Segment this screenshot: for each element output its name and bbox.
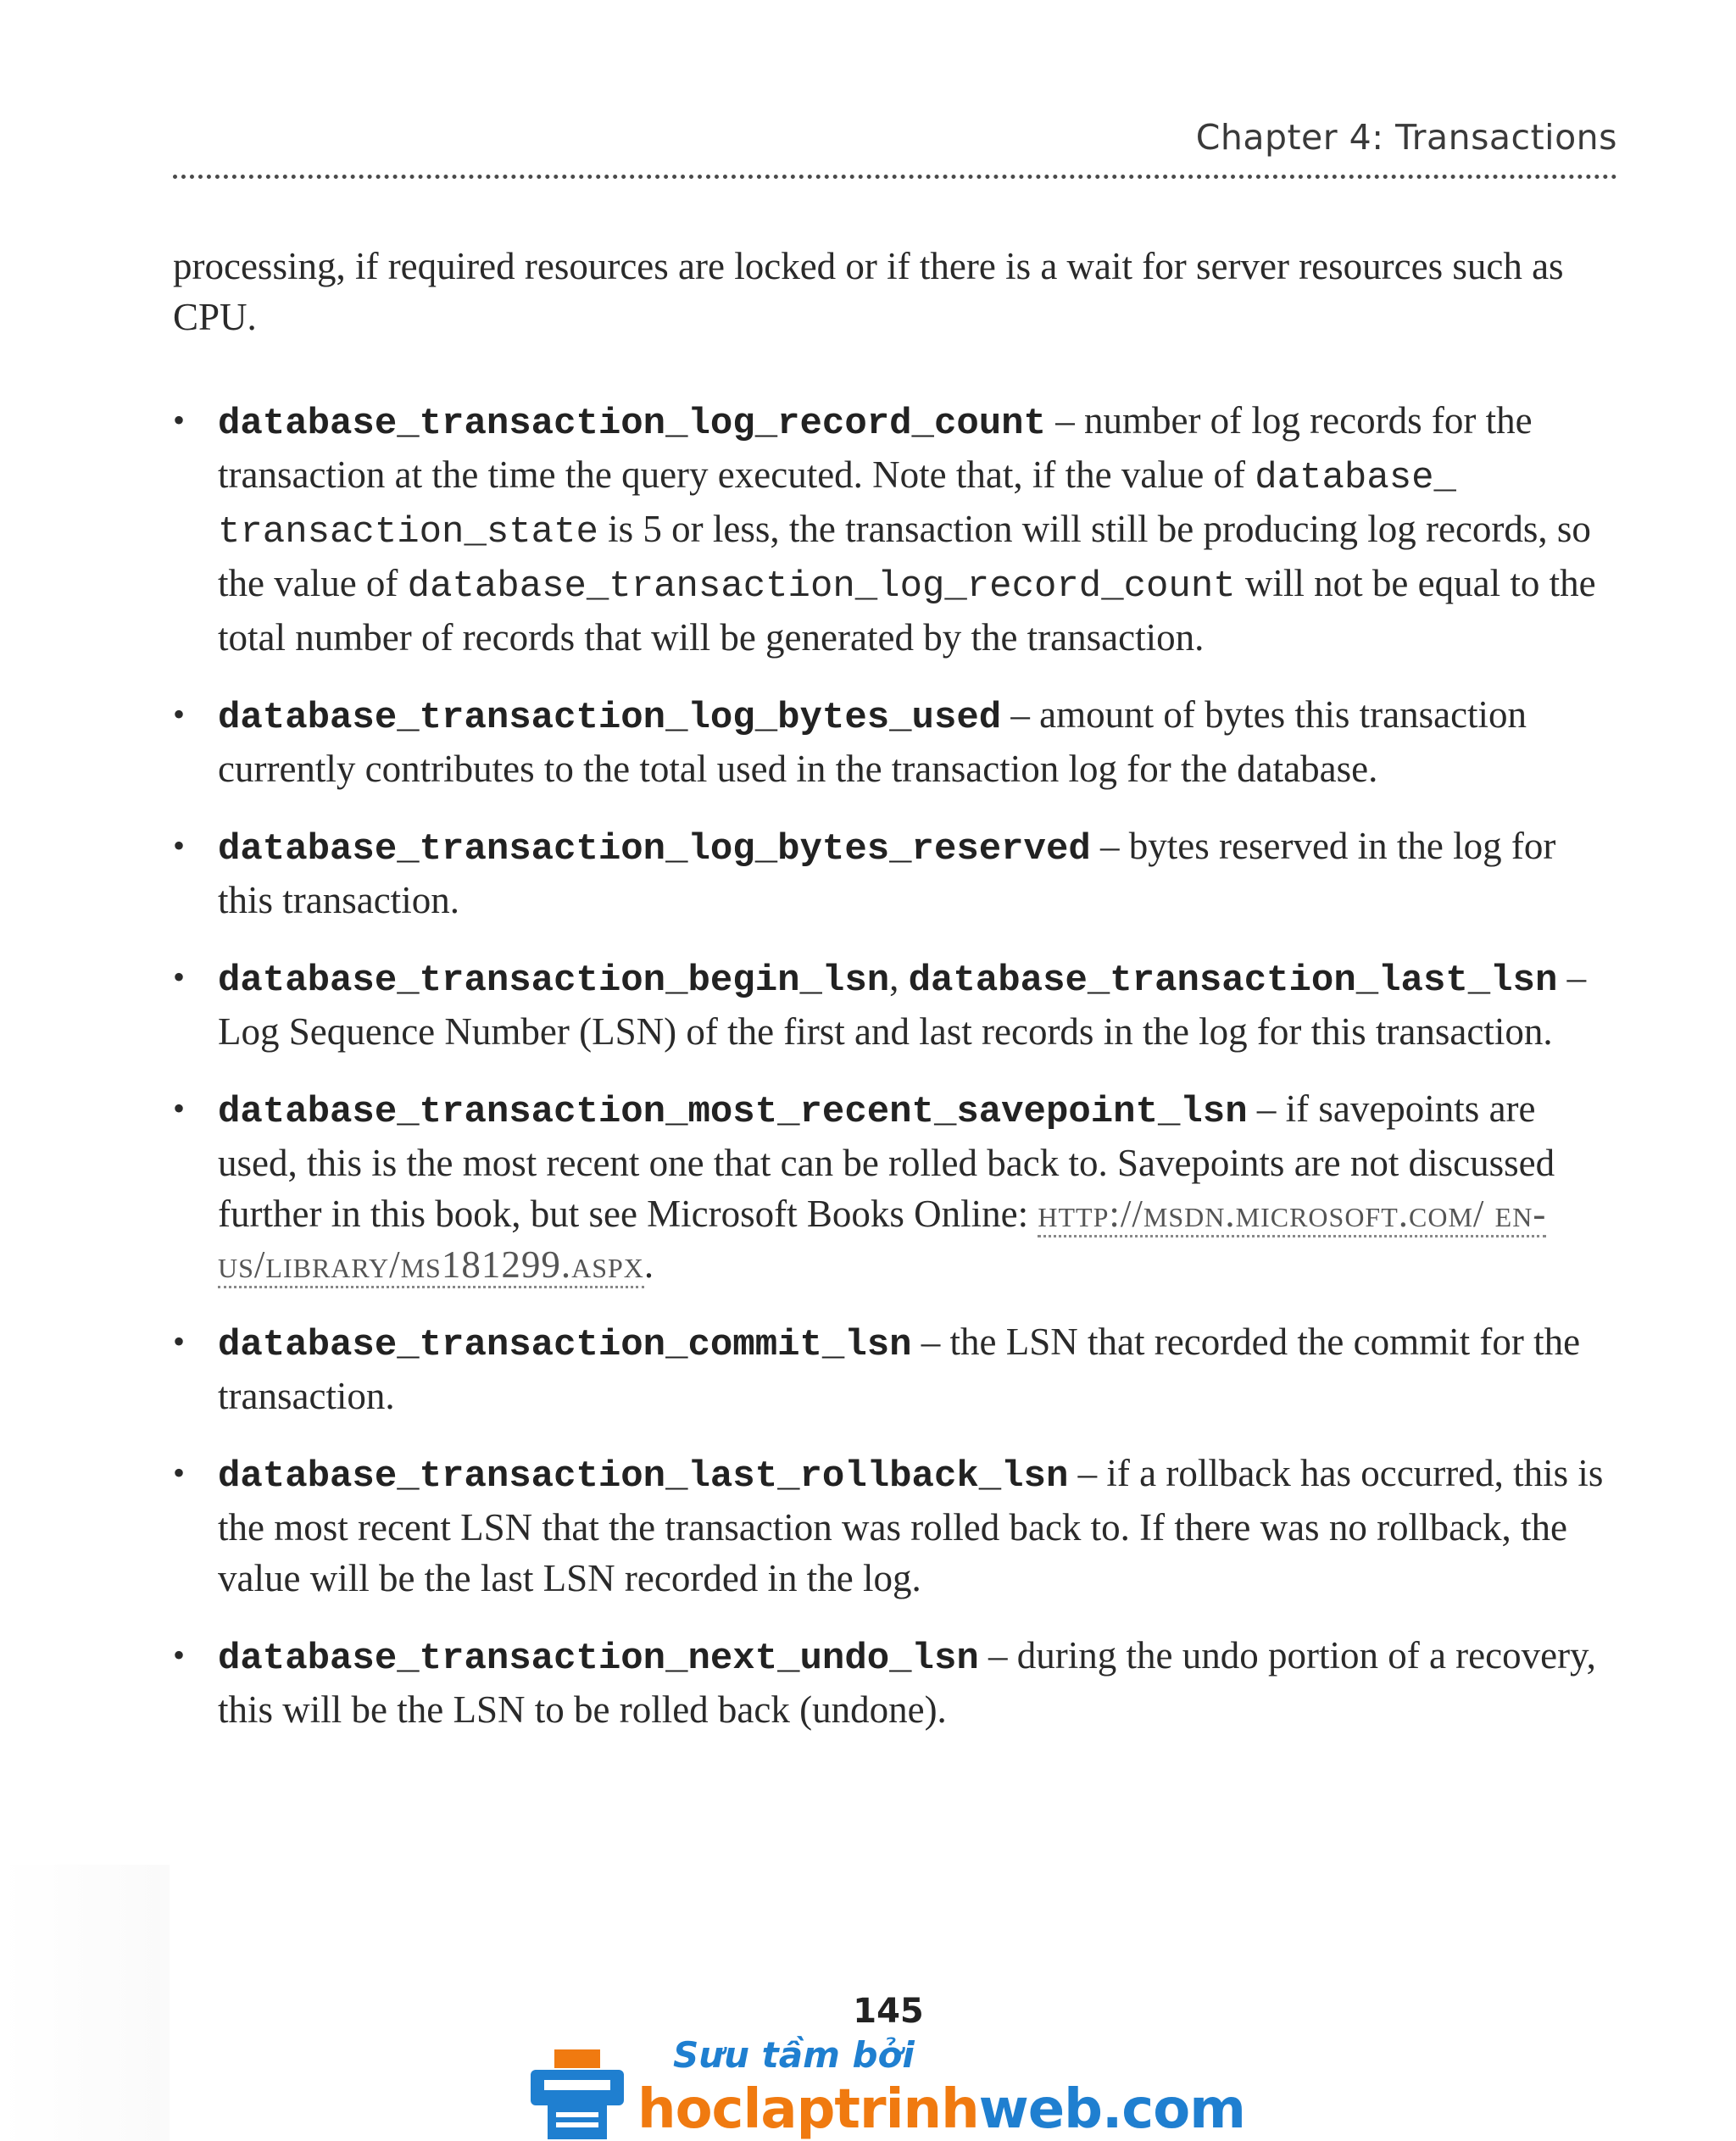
list-item: [173, 1316, 1617, 1421]
list-item: [173, 1083, 1617, 1290]
term: database_transaction_most_recent_savepoint_lsn: [218, 1091, 1248, 1133]
term: database_transaction_begin_lsn: [218, 959, 890, 1002]
intro-paragraph: processing, if required resources are locked or if there is a wait for server resources such as CPU.: [173, 245, 1564, 338]
list-item: [173, 820, 1617, 926]
column-definition-list: [173, 395, 1617, 1735]
description: is 5 or less, the transaction will still be producing log records, so the value of: [218, 508, 1591, 604]
msdn-link[interactable]: http://msdn.microsoft.com/ en-us/library/ms181299.aspx: [218, 1193, 1546, 1288]
list-item: [173, 1448, 1617, 1604]
inline-code: database_transaction_log_record_count: [407, 565, 1236, 608]
term: database_transaction_last_lsn: [908, 959, 1558, 1002]
header-dotted-rule: [173, 175, 1617, 179]
list-item: [173, 952, 1617, 1057]
description: – amount of bytes this transaction currently contributes to the total used in the transaction log for the database.: [218, 693, 1527, 790]
watermark-site-part2: web.com: [978, 2078, 1245, 2141]
printer-logo-icon: [531, 2049, 624, 2139]
running-header: Chapter 4: Transactions: [1195, 117, 1617, 158]
list-item: [173, 1630, 1617, 1735]
description: – during the undo portion of a recovery, this will be the LSN to be rolled back (undone).: [218, 1634, 1596, 1731]
term: database_transaction_log_bytes_reserved: [218, 828, 1091, 870]
term: database_transaction_log_record_count: [218, 403, 1046, 445]
list-item: [173, 689, 1617, 794]
description: will not be equal to the total number of records that will be generated by the transaction.: [218, 562, 1596, 659]
page-number: 145: [853, 1992, 924, 2031]
watermark-site: [637, 2078, 1245, 2141]
inline-code: database_ transaction_state: [218, 457, 1456, 553]
term: database_transaction_log_bytes_used: [218, 697, 1002, 739]
watermark: [531, 2034, 1245, 2141]
description: – Log Sequence Number (LSN) of the first and last records in the log for this transaction.: [218, 956, 1587, 1053]
watermark-tagline: Sưu tầm bởi: [673, 2034, 915, 2076]
term: database_transaction_commit_lsn: [218, 1324, 912, 1366]
list-item: [173, 395, 1617, 663]
description: – if savepoints are used, this is the most recent one that can be rolled back to. Savepoints are not discussed further in this book, but see Microsoft Books Online:: [218, 1087, 1555, 1235]
term: database_transaction_next_undo_lsn: [218, 1638, 979, 1680]
separator: ,: [889, 956, 909, 998]
description: – number of log records for the transaction at the time the query executed. Note that, if the value of: [218, 399, 1533, 496]
watermark-site-part1: hoclaptrinh: [637, 2078, 979, 2141]
page-body: [173, 241, 1617, 1761]
punctuation: .: [643, 1243, 654, 1286]
description: – the LSN that recorded the commit for the transaction.: [218, 1321, 1581, 1417]
description: – if a rollback has occurred, this is the most recent LSN that the transaction was rolled back to. If there was no rollback, the value will be the last LSN recorded in the log.: [218, 1452, 1604, 1599]
description: – bytes reserved in the log for this transaction.: [218, 825, 1556, 921]
term: database_transaction_last_rollback_lsn: [218, 1455, 1069, 1498]
